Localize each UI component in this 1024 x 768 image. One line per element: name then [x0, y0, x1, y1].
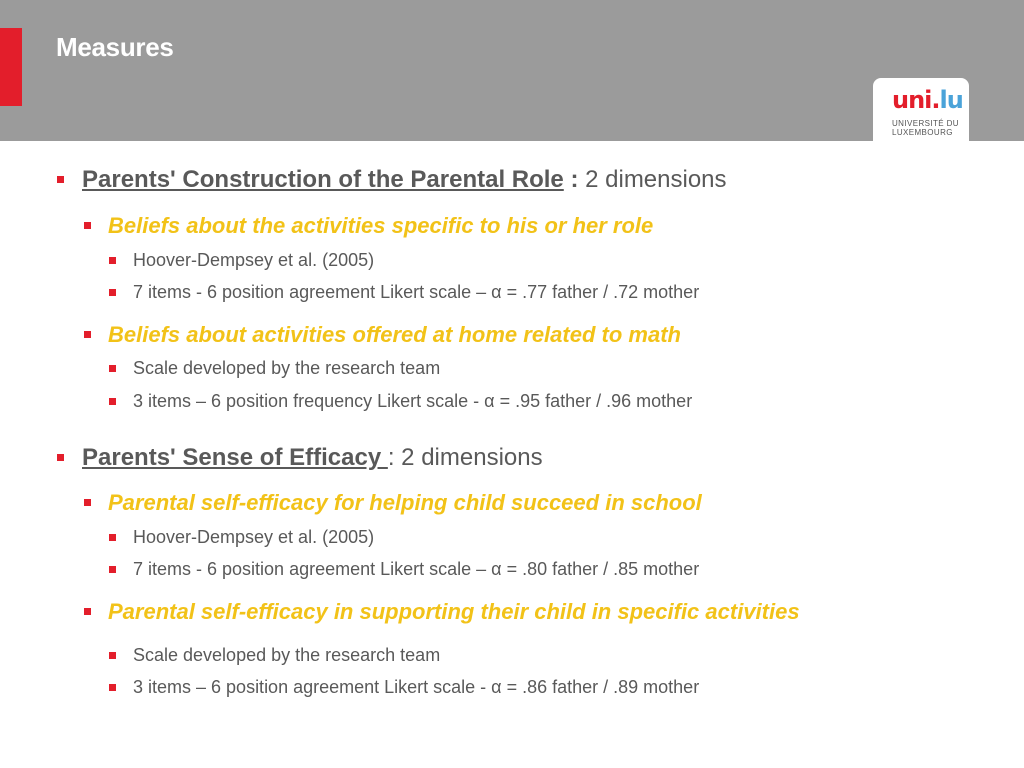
bullet-square — [57, 176, 64, 183]
bullet-square — [109, 398, 116, 405]
dimension-title: Beliefs about the activities specific to his or her role — [108, 213, 654, 238]
logo-mark: uni.lu — [892, 86, 963, 114]
dimension-title: Parental self-efficacy for helping child succeed in school — [108, 490, 702, 515]
list-item: Scale developed by the research team — [133, 358, 441, 378]
list-item: 7 items - 6 position agreement Likert scale – α = .80 father / .85 mother — [133, 559, 700, 579]
dimension-title: Parental self-efficacy in supporting their child in specific activities — [108, 599, 800, 624]
list-item: Scale developed by the research team — [133, 645, 441, 665]
bullet-square — [84, 222, 91, 229]
section-heading: Parents' Sense of Efficacy : 2 dimensions — [82, 444, 543, 471]
header-bar — [0, 0, 1024, 141]
bullet-square — [109, 684, 116, 691]
bullet-square — [109, 534, 116, 541]
bullet-square — [84, 499, 91, 506]
accent-bar — [0, 28, 22, 106]
bullet-square — [109, 566, 116, 573]
bullet-square — [84, 331, 91, 338]
section-heading: Parents' Construction of the Parental Role : 2 dimensions — [82, 166, 727, 193]
dimension-title: Beliefs about activities offered at home related to math — [108, 322, 681, 347]
bullet-square — [109, 289, 116, 296]
list-item: Hoover-Dempsey et al. (2005) — [133, 527, 375, 547]
bullet-square — [84, 608, 91, 615]
bullet-square — [57, 454, 64, 461]
list-item: 3 items – 6 position agreement Likert scale - α = .86 father / .89 mother — [133, 677, 700, 697]
list-item: 7 items - 6 position agreement Likert scale – α = .77 father / .72 mother — [133, 282, 700, 302]
bullet-square — [109, 652, 116, 659]
list-item: Hoover-Dempsey et al. (2005) — [133, 250, 375, 270]
bullet-square — [109, 365, 116, 372]
page-title: Measures — [56, 32, 174, 62]
bullet-square — [109, 257, 116, 264]
logo-text: UNIVERSITÉ DU LUXEMBOURG — [892, 119, 959, 137]
list-item: 3 items – 6 position frequency Likert scale - α = .95 father / .96 mother — [133, 391, 693, 411]
university-logo — [873, 78, 969, 141]
